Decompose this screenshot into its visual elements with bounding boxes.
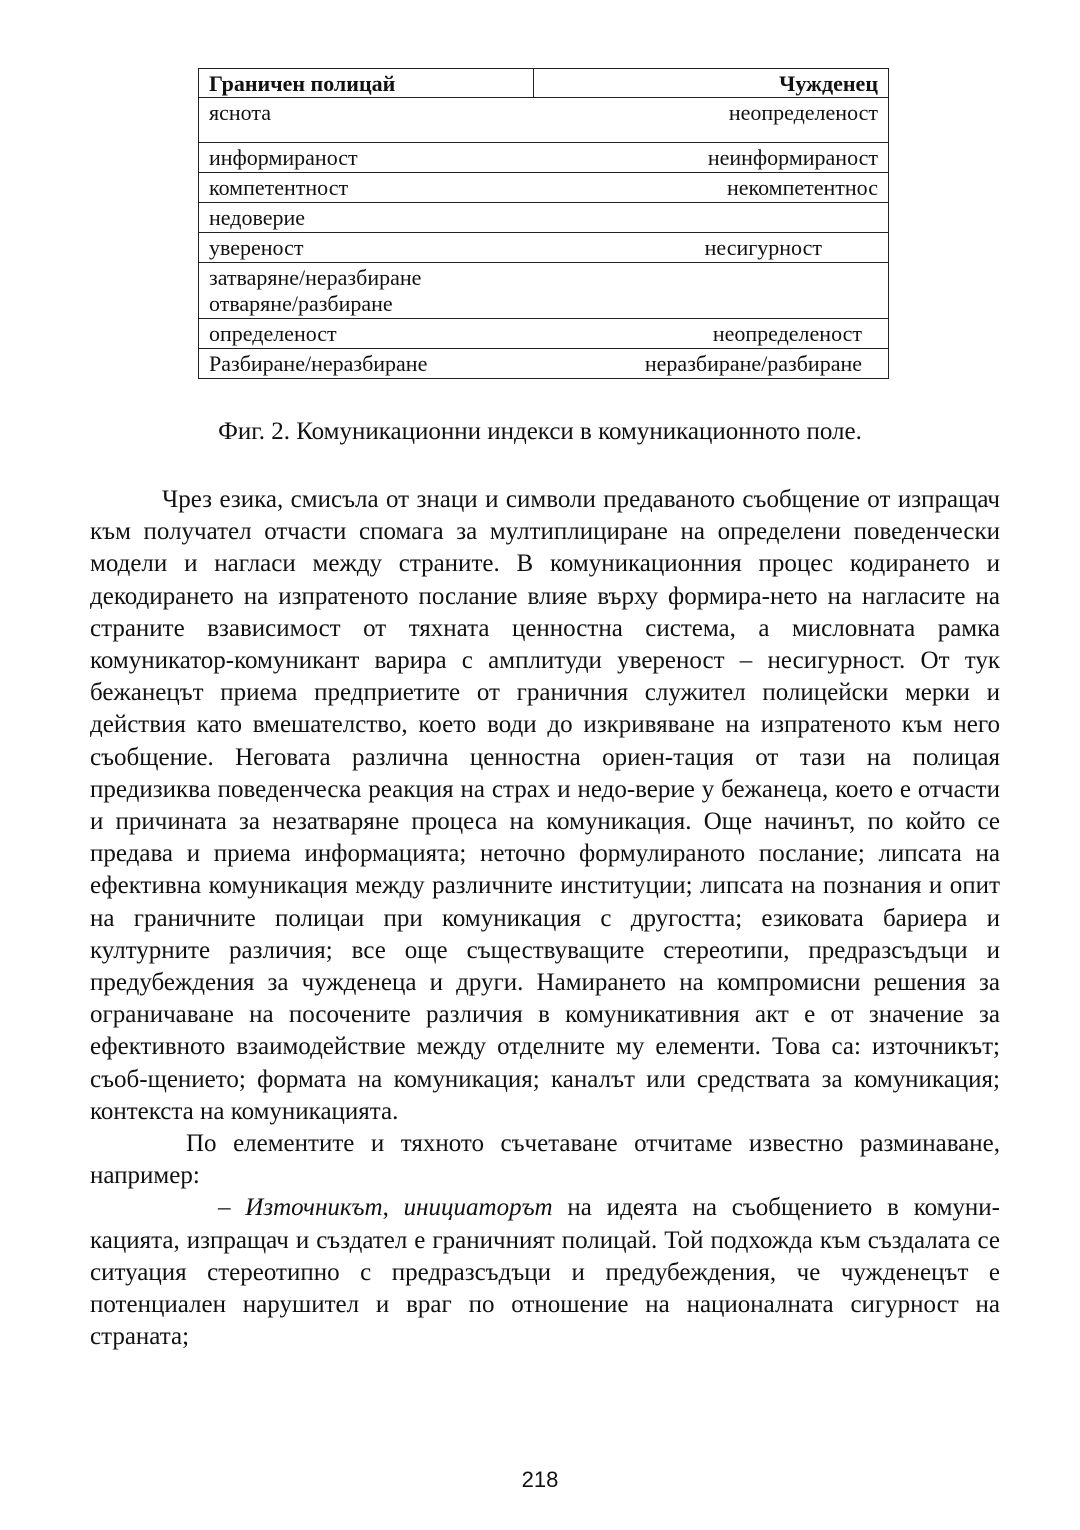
table-row: [199, 263, 889, 319]
cell-center: недоверие: [199, 203, 889, 233]
cell-left: определеност: [199, 319, 534, 349]
body-text: [90, 484, 1000, 1353]
paragraph: По елементите и тяхното съчетаване отчитаме известно разминаване, например:: [90, 1130, 1000, 1190]
cell-left: увереност: [199, 233, 534, 263]
table-row: [199, 349, 889, 379]
cell-left: информираност: [199, 143, 534, 173]
figure-caption: Фиг. 2. Комуникационни индекси в комуникационното поле.: [218, 418, 862, 445]
cell-left: компетентност: [199, 173, 534, 203]
page-number: 218: [521, 1467, 559, 1492]
header-foreigner: Чужденец: [533, 69, 888, 98]
separator: ,: [382, 1194, 404, 1222]
paragraph-rest: на идеята на съобщението в комуни-кацията, изпращач и създател е граничният полицай. Той подхожда към създалата се ситуация стереотипно с предразсъдъци и предубеждения, че чужденецът е потенциален нарушител и враг по отношение на националната сигурност на страната;: [90, 1194, 1001, 1351]
cell-right: несигурност: [533, 233, 888, 263]
communication-indices-table: [198, 68, 889, 379]
table-row: [199, 173, 889, 203]
paragraph: Чрез езика, смисъла от знаци и символи предаваното съобщение от изпращач към получател отчасти спомага за мултиплициране на определени поведенчески модели и нагласи между страните. В комуникационния процес кодирането и декодирането на изпратеното послание влияе върху формира-нето на нагласите на страните взависимост от тяхната ценностна система, а мисловната рамка комуникатор-комуникант варира с амплитуди увереност – несигурност. От тук бежанецът приема предприетите от граничния служител полицейски мерки и действия като вмешателство, което води до изкривяване на изпратеното към него съобщение. Неговата различна ценностна ориен-тация от тази на полицая предизиква поведенческа реакция на страх и недо-верие у бежанеца, което е отчасти и причината за незатваряне процеса на комуникация. Още начинът, по който се предава и приема информацията; неточно формулираното послание; липсата на ефективна комуникация между различните институции; липсата на познания и опит на граничните полицаи при комуникация с другостта; езиковата бариера и културните различия; все още съществуващите стереотипи, предразсъдъци и предубеждения за чужденеца и други. Намирането на компромисни решения за ограничаване на посочените различия в комуникативния акт е от значение за ефективното взаимодействие между отделните му елементи. Това са: източникът; съоб-щението; формата на комуникация; каналът или средствата за комуникация; контекста на комуникацията.: [90, 486, 1000, 1125]
table-row: [199, 98, 889, 143]
paragraph: [90, 1192, 1000, 1353]
cell-right: некомпетентнос: [533, 173, 888, 203]
cell-left: Разбиране/неразбиране: [199, 349, 534, 379]
header-border-police: Граничен полицай: [199, 69, 534, 98]
cell-right: неразбиране/разбиране: [533, 349, 888, 379]
italic-term: инициаторът: [403, 1194, 553, 1222]
cell-right: неопределеност: [533, 98, 888, 143]
italic-term: Източникът: [245, 1194, 383, 1222]
cell-center-multiline: [199, 263, 889, 319]
cell-line: отваряне/разбиране: [209, 291, 393, 316]
table-row: [199, 319, 889, 349]
list-dash: –: [218, 1194, 246, 1222]
table-row: [199, 233, 889, 263]
cell-line: затваряне/неразбиране: [209, 265, 422, 290]
table-row: [199, 203, 889, 233]
cell-left: яснота: [199, 98, 534, 143]
table-row: [199, 143, 889, 173]
table-header-row: [199, 69, 889, 98]
cell-right: неопределеност: [533, 319, 888, 349]
cell-right: неинформираност: [533, 143, 888, 173]
